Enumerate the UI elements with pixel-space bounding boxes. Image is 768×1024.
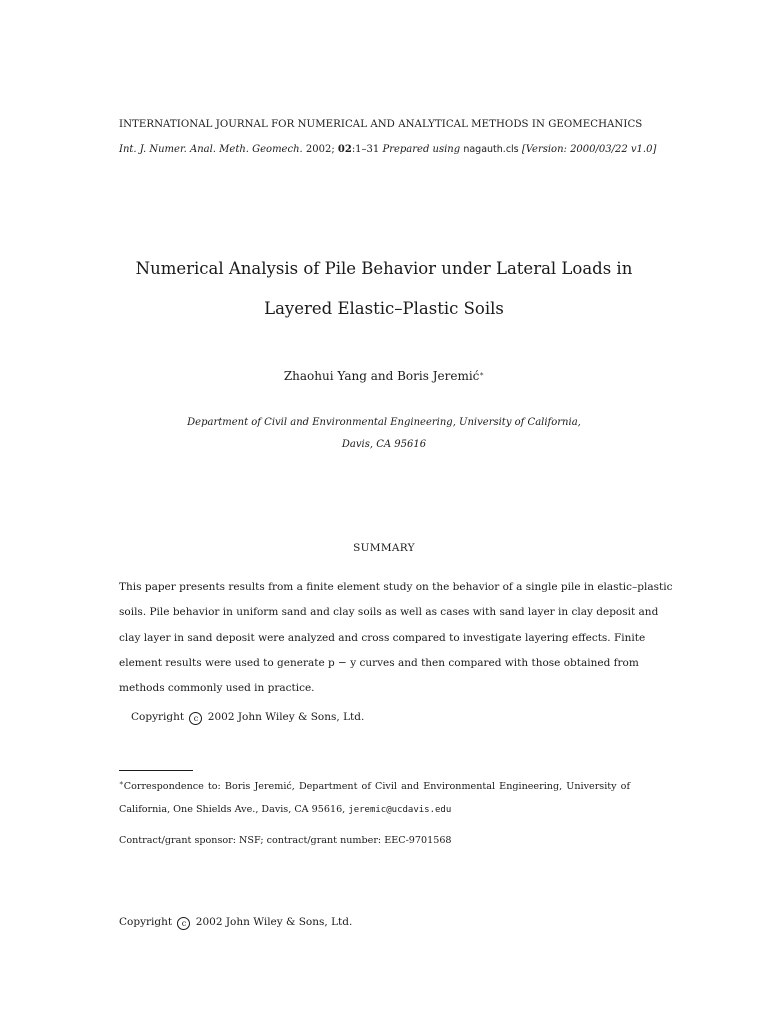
footer-copyright-icon: c: [177, 917, 190, 930]
footnote-divider: [119, 770, 193, 771]
citation-volume: 02: [337, 144, 352, 155]
footnote-address: California, One Shields Ave., Davis, CA 95616,: [119, 803, 346, 815]
author-list: [10, 369, 758, 383]
footnote-correspondence: Correspondence to: Boris Jeremić, Department of Civil and Environmental Engineering, University of: [123, 781, 630, 792]
abstract-line: clay layer in sand deposit were analyzed and cross compared to investigate layering effects. Finite: [119, 631, 646, 644]
footnote-line-2: [119, 799, 630, 822]
footnote-line-1: [119, 776, 630, 799]
grant-sponsor: Contract/grant sponsor: NSF; contract/grant number: EEC-9701568: [119, 835, 452, 846]
abstract-line: This paper presents results from a finite element study on the behavior of a single pile in elastic–plastic: [119, 581, 673, 593]
citation-class-file: nagauth.cls: [463, 144, 519, 155]
journal-name: INTERNATIONAL JOURNAL FOR NUMERICAL AND ANALYTICAL METHODS IN GEOMECHANICS: [119, 119, 643, 130]
abstract-line: soils. Pile behavior in uniform sand and clay soils as well as cases with sand layer in clay deposit and: [119, 606, 659, 619]
citation-prepared: Prepared using: [382, 144, 461, 155]
paper-title-line-1: Numerical Analysis of Pile Behavior under Lateral Loads in: [135, 259, 633, 278]
abstract-copyright: [131, 711, 364, 725]
citation-pages: :1–31: [351, 144, 380, 155]
footnote-email-link[interactable]: jeremic@ucdavis.edu: [348, 804, 452, 815]
footer-copyright: [119, 916, 352, 930]
author-footnote-marker: ∗: [479, 370, 485, 378]
paper-title-line-2: Layered Elastic–Plastic Soils: [264, 299, 504, 318]
summary-heading: SUMMARY: [353, 542, 415, 554]
footer-copyright-prefix: Copyright: [119, 916, 173, 928]
footnote-marker: ∗: [119, 779, 124, 787]
citation-year: 2002;: [305, 144, 335, 155]
journal-citation: [119, 144, 657, 155]
abstract-line: methods commonly used in practice.: [119, 682, 315, 695]
copyright-prefix: Copyright: [131, 711, 185, 723]
author-names: Zhaohui Yang and Boris Jeremić: [283, 369, 480, 383]
abstract-text: [119, 575, 673, 701]
citation-journal: Int. J. Numer. Anal. Meth. Geomech.: [119, 144, 303, 155]
abstract-line: element results were used to generate p − y curves and then compared with those obtained from: [119, 656, 639, 669]
copyright-text: 2002 John Wiley & Sons, Ltd.: [207, 711, 365, 723]
affiliation-line-2: Davis, CA 95616: [341, 439, 427, 450]
affiliation-line-1: Department of Civil and Environmental Engineering, University of California,: [187, 417, 581, 428]
correspondence-footnote: [119, 776, 630, 821]
copyright-icon: c: [189, 712, 202, 725]
citation-version: [Version: 2000/03/22 v1.0]: [521, 144, 657, 155]
footer-copyright-text: 2002 John Wiley & Sons, Ltd.: [195, 916, 353, 928]
